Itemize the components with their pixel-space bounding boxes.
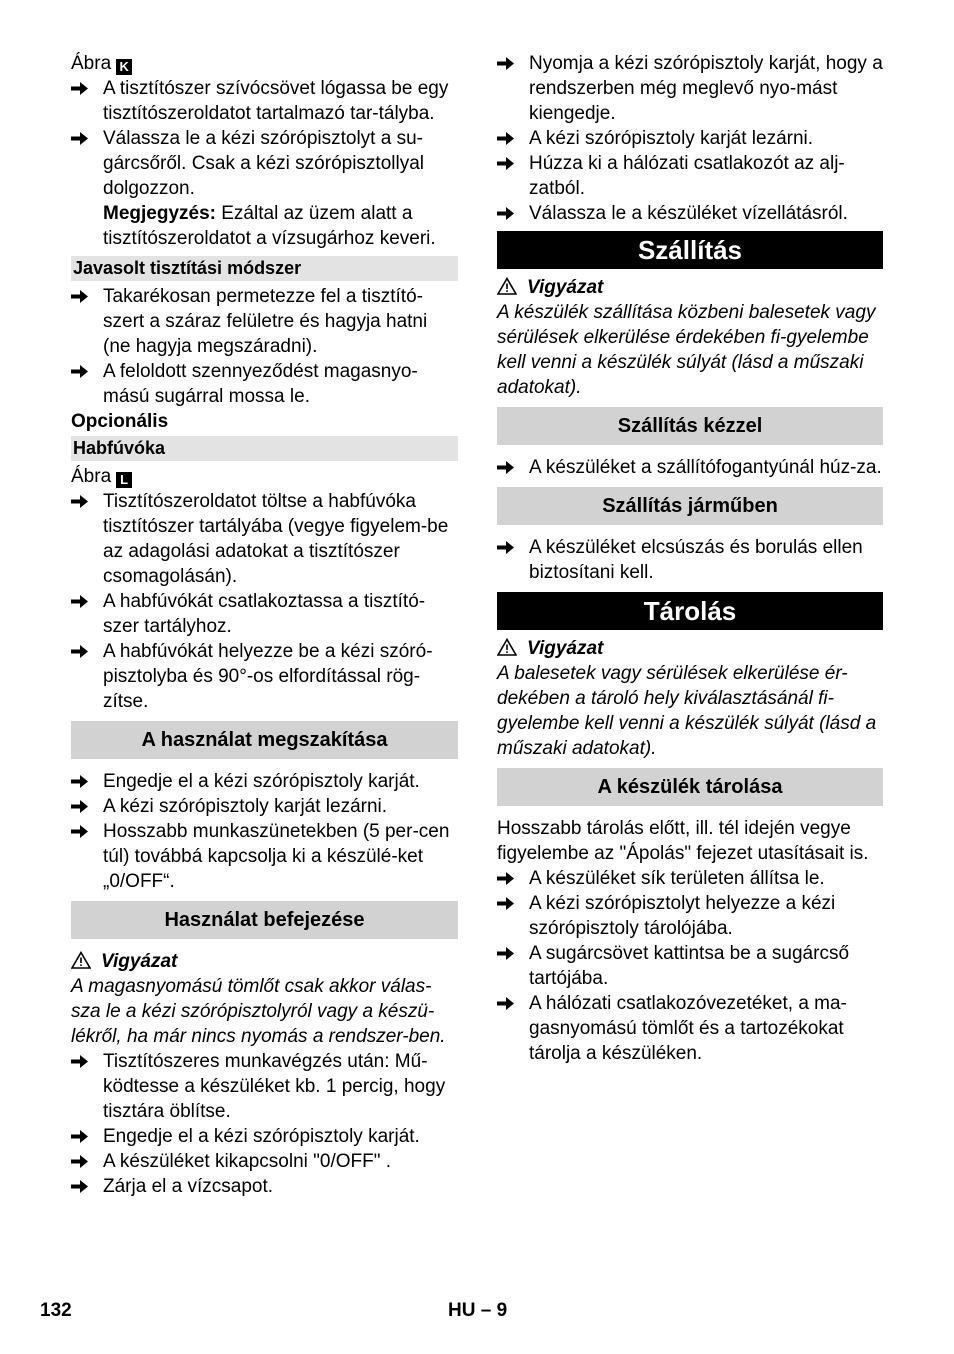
list-item <box>497 151 883 201</box>
warning-text: A magasnyomású tömlőt csak akkor válas-sza le a kézi szórópisztolyról vagy a készü-lékről, ha már nincs nyomás a rendszer-ben. <box>71 976 446 1047</box>
arrow-right-icon <box>497 891 521 916</box>
transport-by-hand-heading: Szállítás kézzel <box>497 407 883 445</box>
transport-heading: Szállítás <box>497 231 883 269</box>
arrow-right-icon <box>71 1124 95 1149</box>
bullet-list <box>497 535 883 585</box>
list-item-text: Hosszabb munkaszünetekben (5 per-cen túl) továbbá kapcsolja ki a készülé-ket „0/OFF“. <box>103 821 450 892</box>
arrow-right-icon <box>71 639 95 664</box>
list-item-text: A kézi szórópisztolyt helyezze a kézi szórópisztoly tárolójába. <box>529 893 836 939</box>
list-item-text: A kézi szórópisztoly karját lezárni. <box>529 128 814 149</box>
list-item <box>71 359 458 409</box>
page-number: 132 <box>40 1300 72 1321</box>
figure-ref-k: Ábra K <box>71 51 458 76</box>
list-item <box>497 535 883 585</box>
warning-title: Vigyázat <box>497 275 883 300</box>
warning-title: Vigyázat <box>71 949 458 974</box>
device-storage-heading: A készülék tárolása <box>497 768 883 806</box>
list-item-text: Tisztítószeres munkavégzés után: Mű-ködtesse a készüléket kb. 1 percig, hogy tisztára öblítse. <box>103 1051 446 1122</box>
arrow-right-icon <box>71 359 95 384</box>
right-column <box>497 51 883 1066</box>
list-item <box>497 941 883 991</box>
arrow-right-icon <box>497 151 521 176</box>
warning-triangle-icon <box>497 638 517 656</box>
arrow-right-icon <box>497 201 521 226</box>
list-item-text: A tisztítószer szívócsövet lógassa be egy tisztítószeroldatot tartalmazó tar-tályba. <box>103 78 449 124</box>
figure-letter-k: K <box>116 59 132 75</box>
list-item <box>71 769 458 794</box>
arrow-right-icon <box>497 941 521 966</box>
list-item <box>71 76 458 126</box>
arrow-right-icon <box>71 1174 95 1199</box>
list-item-text: A habfúvókát csatlakoztassa a tisztító-szer tartályhoz. <box>103 591 426 637</box>
list-item-text: Nyomja a kézi szórópisztoly karját, hogy a rendszerben még meglevő nyo-mást kiengedje. <box>529 53 883 124</box>
arrow-right-icon <box>71 589 95 614</box>
foam-nozzle-heading: Habfúvóka <box>71 436 458 461</box>
figure-letter-l: L <box>116 472 132 488</box>
arrow-right-icon <box>71 489 95 514</box>
note: Megjegyzés: Ezáltal az üzem alatt a tisztítószeroldatot a vízsugárhoz keveri. <box>103 203 436 249</box>
bullet-list <box>497 455 883 480</box>
list-item-text: Engedje el a kézi szórópisztoly karját. <box>103 1126 420 1147</box>
list-item <box>497 201 883 226</box>
bullet-list <box>497 866 883 1066</box>
warning-triangle-icon <box>71 951 91 969</box>
arrow-right-icon <box>497 866 521 891</box>
arrow-right-icon <box>71 769 95 794</box>
arrow-right-icon <box>71 794 95 819</box>
list-item-text: Válassza le a készüléket vízellátásról. <box>529 203 848 224</box>
list-item <box>497 126 883 151</box>
list-item-text: Tisztítószeroldatot töltse a habfúvóka tisztítószer tartályába (vegye figyelem-be az adagolási adatokat a tisztítószer csomagolásán). <box>103 491 449 587</box>
list-item-text: A habfúvókát helyezze be a kézi szóró-pisztolyba és 90°-os elfordítással rög-zítse. <box>103 641 433 712</box>
list-item <box>71 794 458 819</box>
bullet-list <box>71 489 458 714</box>
list-item-text: Válassza le a kézi szórópisztolyt a su-gárcsőről. Csak a kézi szórópisztollyal dolgozzon. <box>103 128 425 199</box>
arrow-right-icon <box>497 455 521 480</box>
arrow-right-icon <box>71 126 95 151</box>
list-item <box>71 589 458 639</box>
list-item-text: A hálózati csatlakozóvezetéket, a ma-gasnyomású tömlőt és a tartozékokat tárolja a készüléken. <box>529 993 847 1064</box>
arrow-right-icon <box>71 1149 95 1174</box>
list-item-text: Takarékosan permetezze fel a tisztító-szert a száraz felületre és hagyja hatni (ne hagyja megszáradni). <box>103 286 428 357</box>
list-item-text: A sugárcsövet kattintsa be a sugárcső tartójába. <box>529 943 850 989</box>
figure-ref-l: Ábra L <box>71 464 458 489</box>
list-item <box>497 51 883 126</box>
warning-text: A készülék szállítása közbeni balesetek vagy sérülések elkerülése érdekében fi-gyelembe kell venni a készülék súlyát (lásd a műszaki adatokat). <box>497 302 876 398</box>
list-item <box>71 126 458 201</box>
interrupt-use-heading: A használat megszakítása <box>71 721 458 759</box>
arrow-right-icon <box>497 126 521 151</box>
list-item <box>71 819 458 894</box>
warning-text: A balesetek vagy sérülések elkerülése ér-dekében a tároló hely kiválasztásánál fi-gyelembe kell venni a készülék súlyát (lásd a műszaki adatokat). <box>497 663 877 759</box>
list-item <box>497 991 883 1066</box>
arrow-right-icon <box>71 284 95 309</box>
bullet-list <box>71 76 458 201</box>
recommended-method-heading: Javasolt tisztítási módszer <box>71 256 458 281</box>
arrow-right-icon <box>497 991 521 1016</box>
transport-in-vehicle-heading: Szállítás járműben <box>497 487 883 525</box>
left-column <box>71 51 458 1199</box>
list-item <box>71 1149 458 1174</box>
warning-triangle-icon <box>497 277 517 295</box>
arrow-right-icon <box>497 51 521 76</box>
bullet-list <box>497 51 883 226</box>
list-item-text: Zárja el a vízcsapot. <box>103 1176 274 1197</box>
bullet-list <box>71 284 458 409</box>
arrow-right-icon <box>497 535 521 560</box>
page-code: HU – 9 <box>448 1300 508 1321</box>
list-item-text: A készüléket elcsúszás és borulás ellen biztosítani kell. <box>529 537 863 583</box>
list-item <box>71 284 458 359</box>
arrow-right-icon <box>71 76 95 101</box>
list-item-text: A készüléket a szállítófogantyúnál húz-za. <box>529 457 882 478</box>
list-item-text: Engedje el a kézi szórópisztoly karját. <box>103 771 420 792</box>
finish-use-heading: Használat befejezése <box>71 901 458 939</box>
warning-title: Vigyázat <box>497 636 883 661</box>
bullet-list <box>71 1049 458 1199</box>
list-item-text: A készüléket sík területen állítsa le. <box>529 868 825 889</box>
list-item <box>71 1124 458 1149</box>
storage-heading: Tárolás <box>497 592 883 630</box>
bullet-list <box>71 769 458 894</box>
arrow-right-icon <box>71 1049 95 1074</box>
list-item-text: A feloldott szennyeződést magasnyo-mású sugárral mossa le. <box>103 361 418 407</box>
list-item <box>497 891 883 941</box>
list-item-text: Húzza ki a hálózati csatlakozót az alj-zatból. <box>529 153 845 199</box>
list-item <box>71 1049 458 1124</box>
list-item <box>497 866 883 891</box>
list-item <box>71 489 458 589</box>
list-item-text: A kézi szórópisztoly karját lezárni. <box>103 796 388 817</box>
list-item <box>71 639 458 714</box>
list-item <box>71 1174 458 1199</box>
arrow-right-icon <box>71 819 95 844</box>
optional-label: Opcionális <box>71 411 169 432</box>
list-item-text: A készüléket kikapcsolni "0/OFF" . <box>103 1151 392 1172</box>
list-item <box>497 455 883 480</box>
storage-paragraph: Hosszabb tárolás előtt, ill. tél idején vegye figyelembe az "Ápolás" fejezet utasításait is. <box>497 818 869 864</box>
